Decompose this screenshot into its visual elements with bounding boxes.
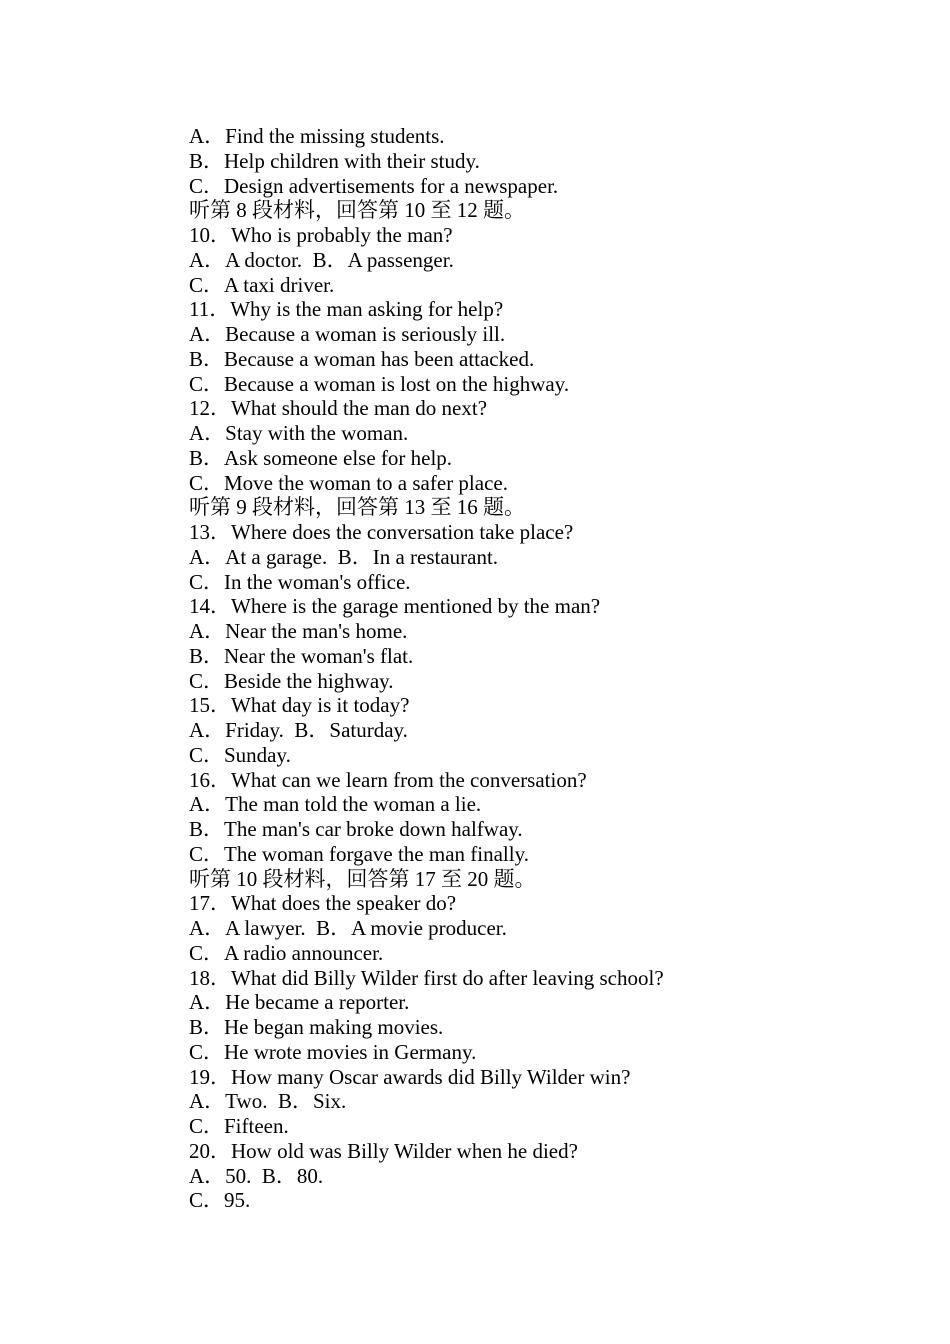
option-line: A．The man told the woman a lie. [189,792,482,817]
question-line: 11．Why is the man asking for help? [189,297,504,322]
option-line: C．A taxi driver. [189,272,335,297]
question-line: 17．What does the speaker do? [189,891,457,916]
section-heading: 听第 9 段材料，回答第 13 至 16 题。 [189,495,525,520]
option-line: A．Because a woman is seriously ill. [189,322,506,346]
option-line: A．Two. B．Six. [189,1089,347,1114]
option-line: C．Fifteen. [189,1114,289,1138]
question-line: 12．What should the man do next? [189,396,488,421]
document-page [189,124,889,1213]
question-line: 20．How old was Billy Wilder when he died? [189,1138,578,1163]
option-line: C．He wrote movies in Germany. [189,1039,477,1064]
option-line: C．A radio announcer. [189,940,384,965]
option-line: C．Move the woman to a safer place. [189,470,508,495]
option-line: A．Stay with the woman. [189,421,409,445]
option-line: C．95. [189,1188,251,1213]
option-line: A．50. B．80. [189,1163,324,1188]
option-line: A．At a garage. B．In a restaurant. [189,544,499,569]
question-line: 15．What day is it today? [189,693,410,718]
section-heading: 听第 10 段材料，回答第 17 至 20 题。 [189,866,536,891]
question-line: 14．Where is the garage mentioned by the man? [189,594,601,619]
question-line: 19．How many Oscar awards did Billy Wilder win? [189,1064,631,1089]
option-line: B．Ask someone else for help. [189,445,453,470]
question-line: 18．What did Billy Wilder first do after leaving school? [189,965,664,990]
option-line: C．Sunday. [189,742,291,767]
question-line: 16．What can we learn from the conversation? [189,767,587,792]
option-line: B．Because a woman has been attacked. [189,346,535,371]
option-line: C．In the woman's office. [189,569,411,594]
option-line: C．Beside the highway. [189,668,394,693]
option-line: B．Help children with their study. [189,148,480,173]
question-line: 10．Who is probably the man? [189,223,453,247]
option-line: A．He became a reporter. [189,990,410,1015]
option-line: A．A lawyer. B．A movie producer. [189,916,507,940]
section-heading: 听第 8 段材料，回答第 10 至 12 题。 [189,198,525,223]
option-line: A．A doctor. B．A passenger. [189,247,454,272]
option-line: A．Friday. B．Saturday. [189,718,408,742]
option-line: C．Because a woman is lost on the highway. [189,371,570,396]
option-line: B．He began making movies. [189,1015,444,1039]
option-line: A．Near the man's home. [189,619,408,643]
option-line: B．Near the woman's flat. [189,643,414,668]
option-line: A．Find the missing students. [189,124,445,148]
option-line: C．Design advertisements for a newspaper. [189,173,559,198]
option-line: B．The man's car broke down halfway. [189,817,523,841]
question-line: 13．Where does the conversation take place? [189,520,574,544]
option-line: C．The woman forgave the man finally. [189,841,529,866]
